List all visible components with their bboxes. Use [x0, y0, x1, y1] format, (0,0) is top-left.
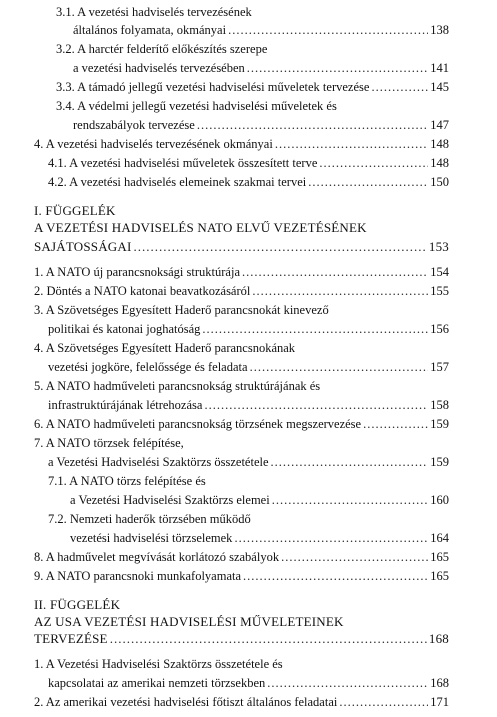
toc-entry-3-3: [56, 79, 449, 95]
appendix-1-title-cont: [34, 239, 449, 255]
entry-title: 8. A hadművelet megvívását korlátozó szabályok: [34, 550, 280, 564]
page-number: 171: [430, 695, 449, 709]
page-number: 154: [430, 265, 449, 279]
entry-title: 7.1. A NATO törzs felépítése és: [48, 474, 206, 488]
entry-title: rendszabályok tervezése: [73, 118, 195, 132]
page-number: 156: [430, 322, 449, 336]
leader-dots: [110, 631, 427, 647]
toc-entry-4: [34, 136, 449, 152]
toc-entry-a1-3: [34, 302, 449, 318]
toc-entry-3-1: [56, 4, 449, 20]
entry-title: politikai és katonai joghatóság: [48, 322, 201, 336]
entry-title: 5. A NATO hadműveleti parancsnokság struktúrájának és: [34, 379, 321, 393]
toc-entry-a1-7-cont: [48, 454, 449, 470]
page-number: 158: [430, 398, 449, 412]
leader-dots: [272, 492, 429, 508]
entry-title: 3.4. A védelmi jellegű vezetési hadviselési műveletek és: [56, 99, 337, 113]
page-number: 148: [430, 137, 449, 151]
appendix-number: II. FÜGGELÉK: [34, 597, 121, 612]
appendix-number: I. FÜGGELÉK: [34, 203, 116, 218]
toc-entry-3-1-cont: [73, 22, 449, 38]
entry-title: 7.2. Nemzeti haderők törzsében működő: [48, 512, 251, 526]
toc-entry-3-4: [56, 98, 449, 114]
page-number: 150: [430, 175, 449, 189]
entry-title: a Vezetési Hadviselési Szaktörzs összetétele: [48, 455, 269, 469]
toc-entry-a1-2: [34, 283, 449, 299]
entry-title: kapcsolatai az amerikai nemzeti törzsekben: [48, 676, 266, 690]
appendix-title: SAJÁTOSSÁGAI: [34, 239, 132, 254]
toc-entry-a1-9: [34, 568, 449, 584]
page-number: 147: [430, 118, 449, 132]
entry-title: 2. Döntés a NATO katonai beavatkozásáról: [34, 284, 251, 298]
leader-dots: [271, 454, 429, 470]
toc-entry-4-2: [48, 174, 449, 190]
page-number: 138: [430, 23, 449, 37]
leader-dots: [252, 283, 428, 299]
entry-title: 7. A NATO törzsek felépítése,: [34, 436, 184, 450]
leader-dots: [134, 239, 427, 255]
page-number: 145: [430, 80, 449, 94]
entry-title: a Vezetési Hadviselési Szaktörzs elemei: [70, 493, 270, 507]
leader-dots: [250, 359, 429, 375]
page-number: 148: [430, 156, 449, 170]
entry-title: 4. A vezetési hadviselés tervezésének okmányai: [34, 137, 273, 151]
leader-dots: [202, 321, 428, 337]
leader-dots: [281, 549, 428, 565]
entry-title: 9. A NATO parancsnoki munkafolyamata: [34, 569, 242, 583]
appendix-2-title-cont: [34, 631, 449, 647]
leader-dots: [204, 397, 428, 413]
toc-entry-3-2-cont: [73, 60, 449, 76]
leader-dots: [242, 264, 428, 280]
toc-entry-a1-4-cont: [48, 359, 449, 375]
toc-entry-a1-5-cont: [48, 397, 449, 413]
toc-entry-a1-8: [34, 549, 449, 565]
entry-title: 2. Az amerikai vezetési hadviselési főtiszt általános feladatai: [34, 695, 338, 709]
toc-entry-a1-7: [34, 435, 449, 451]
toc-entry-a1-5: [34, 378, 449, 394]
page-number: 168: [428, 631, 449, 646]
leader-dots: [247, 60, 428, 76]
toc-entry-3-2: [56, 41, 449, 57]
leader-dots: [234, 530, 428, 546]
leader-dots: [371, 79, 428, 95]
leader-dots: [363, 416, 428, 432]
toc-entry-a2-1: [34, 656, 449, 672]
entry-title: 3. A Szövetséges Egyesített Haderő parancsnokát kinevező: [34, 303, 329, 317]
page-number: 160: [430, 493, 449, 507]
page-number: 159: [430, 417, 449, 431]
page-number: 155: [430, 284, 449, 298]
page-number: 165: [430, 569, 449, 583]
toc-entry-a2-2: [34, 694, 449, 710]
appendix-title: A VEZETÉSI HADVISELÉS NATO ELVŰ VEZETÉSÉNEK: [34, 220, 367, 235]
appendix-2-title: [34, 614, 449, 630]
page-number: 164: [430, 531, 449, 545]
leader-dots: [267, 675, 428, 691]
entry-title: 1. A Vezetési Hadviselési Szaktörzs összetétele és: [34, 657, 283, 671]
toc-entry-4-1: [48, 155, 449, 171]
leader-dots: [243, 568, 428, 584]
entry-title: 3.1. A vezetési hadviselés tervezésének: [56, 5, 252, 19]
leader-dots: [339, 694, 428, 710]
entry-title: 3.2. A harctér felderítő előkészítés szerepe: [56, 42, 268, 56]
page-number: 165: [430, 550, 449, 564]
entry-title: 4.1. A vezetési hadviselési műveletek összesített terve: [48, 156, 318, 170]
toc-entry-a1-7-1: [48, 473, 449, 489]
toc-entry-a1-3-cont: [48, 321, 449, 337]
page-number: 159: [430, 455, 449, 469]
entry-title: 3.3. A támadó jellegű vezetési hadviselési műveletek tervezése: [56, 80, 370, 94]
appendix-title: TERVEZÉSE: [34, 631, 108, 646]
toc-entry-a1-6: [34, 416, 449, 432]
entry-title: a vezetési hadviselés tervezésében: [73, 61, 245, 75]
entry-title: 1. A NATO új parancsnoksági struktúrája: [34, 265, 240, 279]
leader-dots: [308, 174, 428, 190]
toc-entry-3-4-cont: [73, 117, 449, 133]
page-number: 153: [428, 239, 449, 254]
page-number: 168: [430, 676, 449, 690]
appendix-title: AZ USA VEZETÉSI HADVISELÉSI MŰVELETEINEK: [34, 614, 344, 629]
entry-title: 6. A NATO hadműveleti parancsnokság törzsének megszervezése: [34, 417, 362, 431]
entry-title: általános folyamata, okmányai: [73, 23, 227, 37]
page-number: 141: [430, 61, 449, 75]
entry-title: vezetési hadviselési törzselemek: [70, 531, 233, 545]
entry-title: 4. A Szövetséges Egyesített Haderő parancsnokának: [34, 341, 296, 355]
toc-entry-a1-7-1-cont: [70, 492, 449, 508]
toc-entry-a2-1-cont: [48, 675, 449, 691]
toc-entry-a1-4: [34, 340, 449, 356]
leader-dots: [228, 22, 428, 38]
toc-entry-a1-7-2: [48, 511, 449, 527]
appendix-2-label: [34, 597, 449, 613]
appendix-1-title: [34, 220, 449, 236]
entry-title: vezetési jogköre, felelőssége és feladata: [48, 360, 248, 374]
page-number: 157: [430, 360, 449, 374]
toc-entry-a1-7-2-cont: [70, 530, 449, 546]
leader-dots: [275, 136, 428, 152]
leader-dots: [319, 155, 428, 171]
entry-title: 4.2. A vezetési hadviselés elemeinek szakmai tervei: [48, 175, 307, 189]
appendix-1-label: [34, 203, 449, 219]
entry-title: infrastruktúrájának létrehozása: [48, 398, 203, 412]
toc-entry-a1-1: [34, 264, 449, 280]
leader-dots: [197, 117, 428, 133]
